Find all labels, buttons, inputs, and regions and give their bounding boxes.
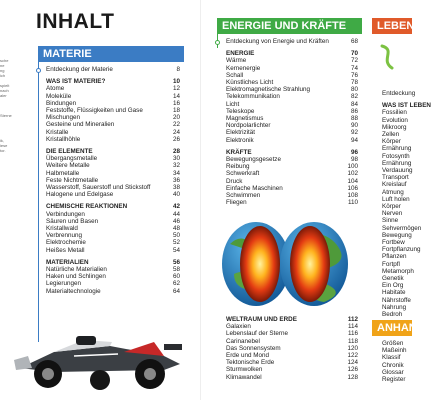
toc-entry-label: Elektromagnetische Strahlung: [226, 86, 311, 94]
toc-entry[interactable]: [226, 345, 358, 352]
toc-entry[interactable]: [46, 121, 180, 128]
toc-entry-label: Moleküle: [46, 92, 72, 100]
edge-fragment: sche: [0, 58, 9, 63]
toc-entry[interactable]: Fortpflanzung: [382, 246, 421, 254]
toc-entry-page: 106: [347, 184, 358, 192]
toc-entry[interactable]: Mikroorg: [382, 123, 407, 131]
toc-entry-label: WELTRAUM UND ERDE: [226, 316, 297, 323]
toc-group-heading[interactable]: [226, 50, 358, 57]
toc-entry-label: Kristallwald: [46, 225, 78, 233]
toc-entry-label: Entdeckung von Energie und Kräften: [226, 38, 329, 45]
toc-entry-label: Galaxien: [226, 323, 251, 331]
toc-entry[interactable]: [46, 184, 180, 191]
toc-entry[interactable]: Entdeckung: [382, 90, 416, 97]
toc-entry[interactable]: Fotosynth: [382, 152, 410, 160]
toc-entry[interactable]: Zellen: [382, 131, 400, 139]
toc-entry[interactable]: [226, 178, 358, 185]
toc-entry[interactable]: Metamorph: [382, 267, 414, 275]
toc-entry[interactable]: Ernährung: [382, 145, 412, 153]
toc-entry-page: 56: [172, 258, 180, 266]
toc-entry-page: 54: [172, 246, 180, 254]
toc-entry-label: Kristallhöhle: [46, 135, 81, 143]
toc-entry[interactable]: [46, 273, 180, 280]
toc-entry-label: Haken und Schlingen: [46, 273, 106, 281]
edge-fragment: ne: [0, 63, 5, 68]
toc-entry-label: Weitere Metalle: [46, 162, 90, 170]
toc-entry-page: 70: [350, 50, 358, 58]
toc-entry[interactable]: Ein Org: [382, 282, 404, 290]
toc-group-heading[interactable]: [226, 316, 358, 323]
toc-entry[interactable]: [46, 218, 180, 225]
toc-entry-label: Das Sonnensystem: [226, 344, 281, 352]
toc-entry[interactable]: [46, 280, 180, 287]
dna-swirl-icon: [378, 42, 400, 70]
toc-entry-label: Säuren und Basen: [46, 217, 99, 225]
toc-entry[interactable]: [226, 57, 358, 64]
toc-entry[interactable]: Transport: [382, 174, 409, 182]
toc-entry-page: 94: [350, 136, 358, 144]
section-band-materie: MATERIE: [38, 46, 184, 62]
toc-group-heading[interactable]: [46, 259, 180, 266]
section-band-anhang: ANHANG: [372, 320, 412, 336]
toc-entry[interactable]: Körper: [382, 138, 401, 146]
toc-entry[interactable]: [226, 323, 358, 330]
toc-entry-page: 16: [172, 99, 180, 107]
toc-entry[interactable]: [46, 247, 180, 254]
toc-entry[interactable]: [226, 359, 358, 366]
toc-entry-label: Halbmetalle: [46, 169, 80, 177]
toc-entry-label: Magnetismus: [226, 115, 264, 123]
toc-entry-label: Künstliches Licht: [226, 79, 274, 87]
toc-entry-page: 58: [172, 266, 180, 274]
toc-entry[interactable]: Glossar: [382, 368, 404, 376]
toc-entry[interactable]: [226, 366, 358, 373]
toc-entry[interactable]: [46, 85, 180, 92]
toc-entry[interactable]: [46, 93, 180, 100]
toc-entry-label: Licht: [226, 100, 240, 108]
toc-entry-label: DIE ELEMENTE: [46, 148, 93, 156]
toc-entry-label: Klimawandel: [226, 373, 262, 381]
toc-entry-page: 80: [350, 86, 358, 94]
toc-entry[interactable]: Nährstoffe: [382, 296, 411, 304]
toc-entry-label: Atome: [46, 85, 65, 93]
toc-entry-page: 78: [350, 79, 358, 87]
toc-entry-label: Einfache Maschinen: [226, 184, 283, 192]
energie-toc: [226, 38, 358, 206]
toc-entry[interactable]: Klassif: [382, 354, 401, 362]
toc-entry-label: Schwerkraft: [226, 170, 260, 178]
toc-entry[interactable]: [226, 122, 358, 129]
toc-entry-page: 74: [350, 64, 358, 72]
toc-entry-label: Kristalle: [46, 128, 69, 136]
toc-entry-page: 44: [172, 210, 180, 218]
toc-entry[interactable]: Nahrung: [382, 303, 407, 311]
toc-entry-page: 120: [347, 344, 358, 352]
toc-entry-page: 86: [350, 107, 358, 115]
toc-entry[interactable]: [46, 107, 180, 114]
toc-entry-page: 110: [347, 199, 358, 207]
anhang-toc: [382, 340, 407, 384]
toc-entry-page: 34: [172, 169, 180, 177]
toc-group-heading[interactable]: [46, 78, 180, 85]
toc-entry-label: Bindungen: [46, 99, 77, 107]
toc-entry[interactable]: [226, 65, 358, 72]
toc-entry-page: 50: [172, 232, 180, 240]
toc-entry[interactable]: [226, 101, 358, 108]
toc-entry[interactable]: [46, 211, 180, 218]
toc-entry-label: Entdeckung der Materie: [46, 66, 113, 73]
toc-entry-label: Elektrizität: [226, 129, 256, 137]
toc-entry-label: Tektonische Erde: [226, 359, 275, 367]
toc-entry[interactable]: [46, 225, 180, 232]
toc-entry-label: Materialtechnologie: [46, 287, 101, 295]
toc-entry-label: Wasserstoff, Sauerstoff und Stickstoff: [46, 184, 151, 192]
edge-fragment: Sterne: [0, 113, 12, 118]
toc-entry-page: 8: [176, 66, 180, 73]
toc-entry-page: 128: [347, 373, 358, 381]
edge-fragment: spielt: [0, 83, 10, 88]
toc-entry[interactable]: [46, 129, 180, 136]
toc-entry-page: 122: [347, 352, 358, 360]
toc-entry-page: 42: [172, 203, 180, 211]
page-gutter: [200, 0, 201, 400]
toc-entry-label: Verbindungen: [46, 210, 85, 218]
toc-entry[interactable]: [46, 162, 180, 169]
toc-entry-label: Erde und Mond: [226, 352, 270, 360]
toc-entry-page: 92: [350, 129, 358, 137]
materie-toc: [46, 66, 180, 295]
toc-entry-label: Kernenergie: [226, 64, 261, 72]
toc-entry-page: 26: [172, 135, 180, 143]
leben-toc: [382, 90, 431, 319]
toc-entry[interactable]: [226, 79, 358, 86]
toc-entry-page: 40: [172, 191, 180, 199]
toc-entry-label: Sturmwolken: [226, 366, 263, 374]
toc-entry[interactable]: [46, 177, 180, 184]
edge-fragment: iese: [0, 143, 8, 148]
toc-entry[interactable]: Atmung: [382, 188, 404, 196]
toc-entry[interactable]: Fossilien: [382, 109, 407, 117]
toc-entry[interactable]: [226, 352, 358, 359]
toc-entry-page: 18: [172, 107, 180, 115]
toc-entry-page: 46: [172, 217, 180, 225]
toc-entry[interactable]: [226, 72, 358, 79]
toc-entry-page: 96: [350, 148, 358, 156]
toc-entry[interactable]: Sinne: [382, 217, 399, 225]
toc-entry-page: 48: [172, 225, 180, 233]
toc-entry[interactable]: Sehvermögen: [382, 224, 422, 232]
page-title: INHALT: [36, 10, 115, 33]
materie-intro-dot: [36, 68, 41, 73]
toc-entry[interactable]: Ernährung: [382, 159, 412, 167]
toc-entry-page: 36: [172, 176, 180, 184]
toc-entry[interactable]: Maßeinh: [382, 347, 407, 355]
section-band-energie: ENERGIE UND KRÄFTE: [217, 18, 362, 34]
toc-entry-page: 124: [347, 359, 358, 367]
toc-entry[interactable]: [226, 163, 358, 170]
toc-entry[interactable]: [46, 191, 180, 198]
toc-entry-label: Heißes Metall: [46, 246, 85, 254]
toc-entry-label: Natürliche Materialien: [46, 266, 107, 274]
toc-entry[interactable]: Kreislauf: [382, 181, 407, 189]
toc-entry-label: Halogene und Edelgase: [46, 191, 114, 199]
toc-entry[interactable]: Evolution: [382, 116, 408, 124]
toc-entry-label: CHEMISCHE REAKTIONEN: [46, 203, 128, 211]
toc-entry[interactable]: Genetik: [382, 275, 404, 283]
toc-entry-page: 52: [172, 239, 180, 247]
toc-entry[interactable]: [226, 192, 358, 199]
toc-entry[interactable]: Nerven: [382, 210, 403, 218]
toc-entry-label: Verbrennung: [46, 232, 83, 240]
toc-entry[interactable]: [226, 185, 358, 192]
section-band-leben: LEBEN: [372, 18, 412, 34]
earth-cutaway-illustration: [220, 214, 350, 309]
toc-entry[interactable]: Größen: [382, 340, 404, 347]
toc-entry[interactable]: Bewegung: [382, 231, 412, 239]
toc-group-heading[interactable]: [46, 203, 180, 210]
toc-entry-label: Bewegungsgesetze: [226, 156, 281, 164]
race-car-illustration: [14, 312, 184, 394]
toc-entry-label: Schwimmen: [226, 192, 261, 200]
toc-entry-page: 20: [172, 114, 180, 122]
toc-entry-page: 28: [172, 148, 180, 156]
toc-entry[interactable]: Chronik: [382, 361, 404, 369]
toc-entry[interactable]: [226, 93, 358, 100]
toc-entry[interactable]: Luft holen: [382, 195, 410, 203]
toc-entry-page: 126: [347, 366, 358, 374]
toc-entry-label: Mischungen: [46, 114, 80, 122]
toc-entry-label: Feste Nichtmetalle: [46, 176, 99, 184]
toc-entry-page: 100: [347, 163, 358, 171]
toc-entry-page: 72: [350, 57, 358, 65]
toc-entry[interactable]: [46, 266, 180, 273]
toc-entry-label: ENERGIE: [226, 50, 255, 58]
toc-entry-page: 22: [172, 121, 180, 129]
toc-entry[interactable]: [46, 136, 180, 143]
toc-entry-label: KRÄFTE: [226, 148, 252, 156]
toc-entry-label: Legierungen: [46, 280, 82, 288]
toc-entry-label: Übergangsmetalle: [46, 155, 98, 163]
toc-entry[interactable]: [226, 129, 358, 136]
toc-entry-page: 88: [350, 115, 358, 123]
toc-entry-page: 90: [350, 122, 358, 130]
toc-entry[interactable]: WAS IST LEBEN: [382, 102, 431, 110]
toc-entry[interactable]: Verdauung: [382, 167, 413, 175]
left-edge-text-fragments: [0, 58, 16, 153]
edge-fragment: ng: [0, 68, 5, 73]
toc-entry-page: 64: [172, 287, 180, 295]
toc-entry[interactable]: Fortpfl: [382, 260, 400, 268]
toc-entry-label: Gesteine und Mineralien: [46, 121, 115, 129]
toc-entry-label: WAS IST MATERIE?: [46, 78, 106, 86]
toc-entry[interactable]: [46, 155, 180, 162]
toc-entry[interactable]: Habitate: [382, 289, 406, 297]
toc-entry[interactable]: [46, 170, 180, 177]
toc-entry-page: 104: [347, 177, 358, 185]
toc-entry[interactable]: [226, 330, 358, 337]
toc-entry-page: 108: [347, 192, 358, 200]
toc-entry-label: Wärme: [226, 57, 247, 65]
toc-entry[interactable]: [226, 38, 358, 45]
toc-entry-page: 12: [172, 85, 180, 93]
toc-entry-page: 112: [347, 316, 358, 323]
toc-entry[interactable]: [226, 170, 358, 177]
toc-entry[interactable]: [226, 86, 358, 93]
toc-entry-label: Telekommunikation: [226, 93, 280, 101]
toc-entry-page: 68: [350, 38, 358, 45]
toc-entry-label: Lebenslauf der Sterne: [226, 330, 288, 338]
edge-fragment: ich: [0, 73, 6, 78]
toc-entry-label: Fliegen: [226, 199, 247, 207]
toc-entry-label: Elektrochemie: [46, 239, 86, 247]
toc-entry-label: Reibung: [226, 163, 250, 171]
energie-intro-dot: [215, 40, 220, 45]
toc-entry[interactable]: [226, 137, 358, 144]
toc-entry[interactable]: Fortbew: [382, 239, 405, 247]
toc-entry-page: 38: [172, 184, 180, 192]
toc-entry[interactable]: [226, 199, 358, 206]
toc-entry-page: 32: [172, 162, 180, 170]
toc-entry-label: MATERIALIEN: [46, 258, 89, 266]
toc-entry-label: Schall: [226, 71, 244, 79]
toc-entry-page: 102: [347, 170, 358, 178]
toc-entry-label: Druck: [226, 177, 243, 185]
toc-entry-label: Elektronik: [226, 136, 254, 144]
toc-entry-page: 62: [172, 280, 180, 288]
toc-entry-label: Nordpolarlichter: [226, 122, 271, 130]
toc-entry[interactable]: [46, 239, 180, 246]
toc-entry-page: 76: [350, 71, 358, 79]
toc-entry[interactable]: Register: [382, 376, 406, 384]
toc-group-heading[interactable]: [226, 149, 358, 156]
toc-entry-page: 14: [172, 92, 180, 100]
toc-entry[interactable]: [226, 338, 358, 345]
toc-entry-page: 30: [172, 155, 180, 163]
toc-entry-label: Teleskope: [226, 107, 255, 115]
toc-entry-label: Carinanebel: [226, 337, 260, 345]
toc-entry-page: 116: [347, 330, 358, 338]
weltraum-toc: [226, 316, 358, 381]
edge-fragment: nach: [0, 88, 9, 93]
toc-entry-page: 82: [350, 93, 358, 101]
toc-entry[interactable]: [46, 100, 180, 107]
toc-entry[interactable]: [46, 288, 180, 295]
toc-entry[interactable]: [226, 374, 358, 381]
toc-entry[interactable]: [226, 108, 358, 115]
edge-fragment: aler: [0, 93, 7, 98]
toc-entry-page: 24: [172, 128, 180, 136]
toc-entry-page: 118: [347, 337, 358, 345]
materie-timeline-rule: [38, 62, 39, 342]
toc-entry[interactable]: [226, 156, 358, 163]
toc-entry[interactable]: Bedroh: [382, 311, 403, 319]
toc-entry-page: 98: [350, 156, 358, 164]
edge-fragment: tor.: [0, 148, 6, 153]
toc-entry[interactable]: Körper: [382, 203, 401, 211]
edge-fragment: ik,: [0, 138, 4, 143]
toc-entry[interactable]: [226, 115, 358, 122]
toc-entry-page: 10: [172, 78, 180, 86]
toc-entry-page: 60: [172, 273, 180, 281]
toc-entry[interactable]: [46, 66, 180, 73]
toc-entry[interactable]: Pflanzen: [382, 253, 407, 261]
toc-entry-page: 84: [350, 100, 358, 108]
toc-entry[interactable]: [46, 232, 180, 239]
toc-entry[interactable]: [46, 114, 180, 121]
toc-entry-label: Feststoffe, Flüssigkeiten und Gase: [46, 107, 143, 115]
toc-entry-page: 114: [347, 323, 358, 331]
